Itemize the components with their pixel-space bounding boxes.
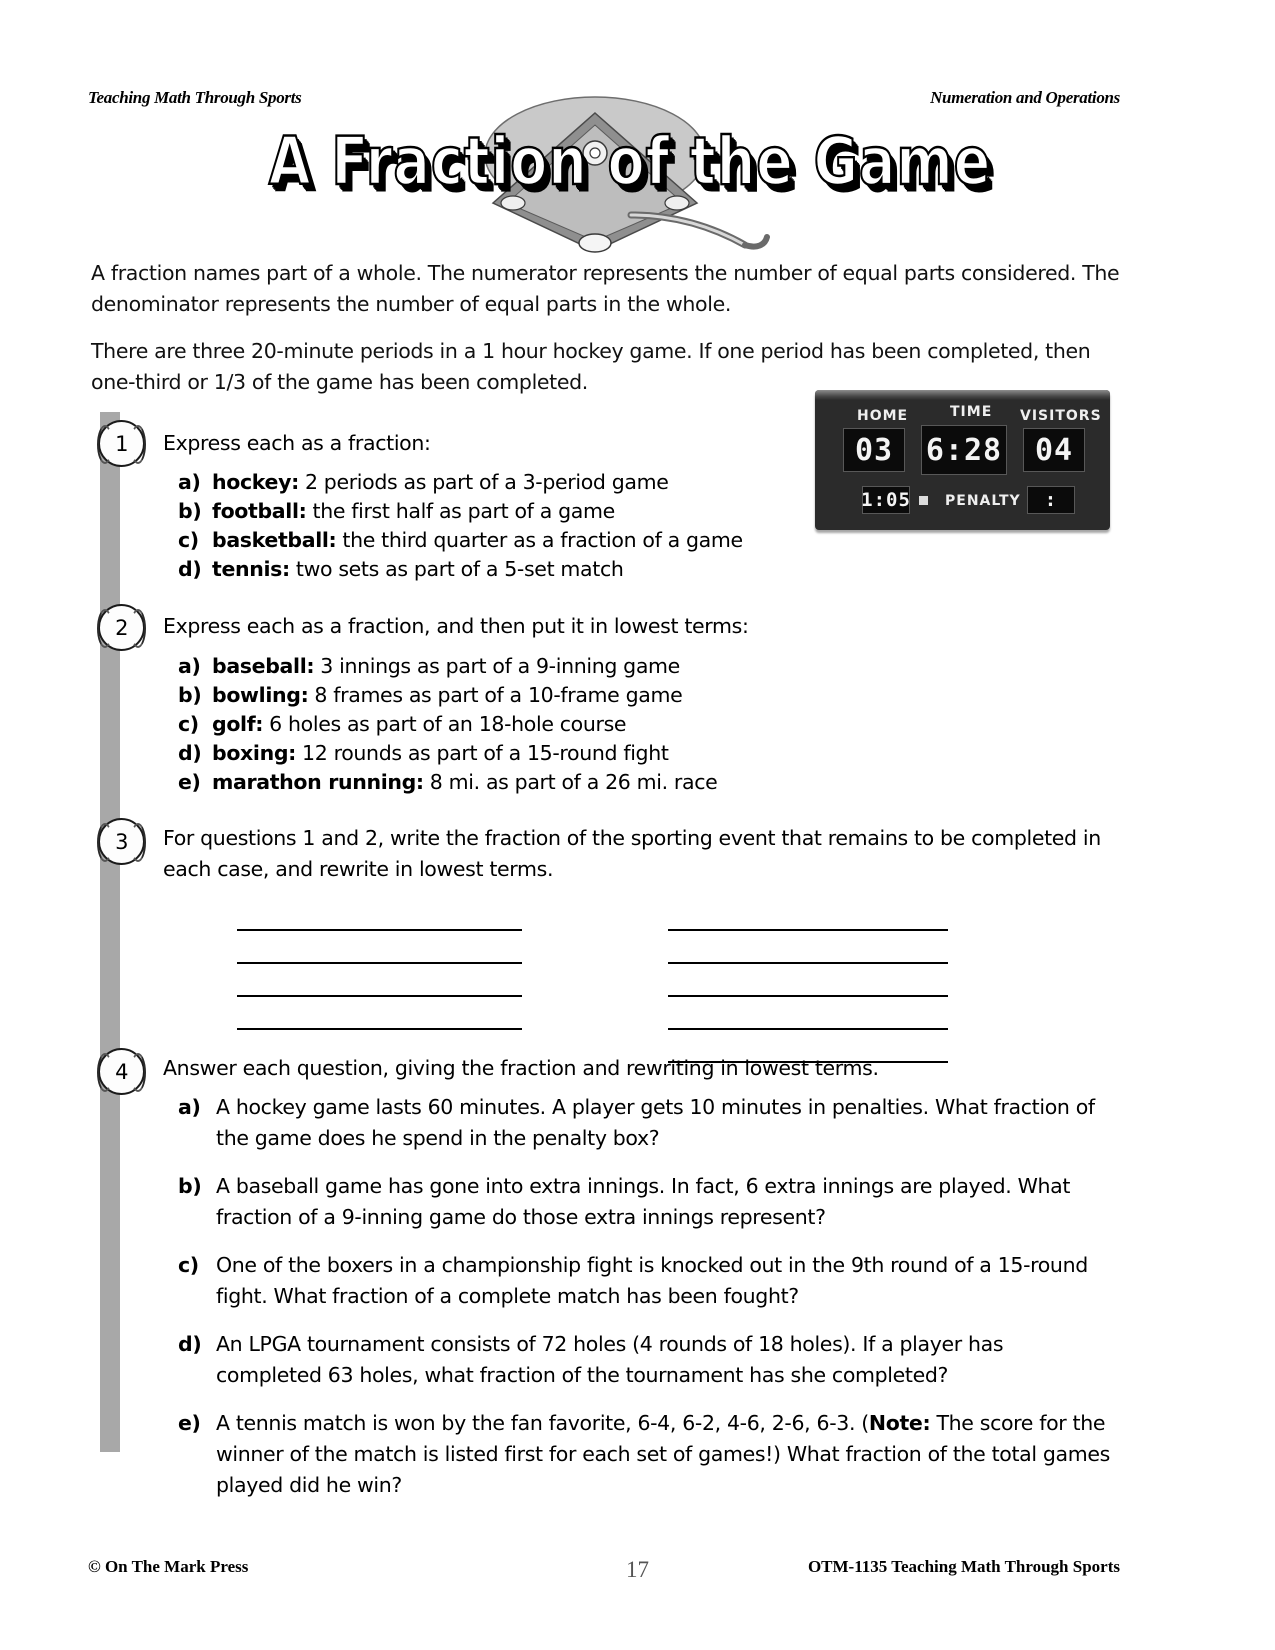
intro-paragraph-2: There are three 20-minute periods in a 1 hour hockey game. If one period has been completed, then one-third or 1/3 of the game has been completed.: [91, 339, 1091, 394]
item-label: d): [178, 741, 202, 765]
item-label: e): [178, 1411, 201, 1435]
item-sport: golf:: [212, 712, 264, 736]
list-item: [178, 652, 1108, 681]
question-2-stem: Express each as a fraction, and then put it in lowest terms:: [163, 614, 749, 638]
item-label: b): [178, 1174, 202, 1198]
item-text: 8 frames as part of a 10-frame game: [314, 683, 683, 707]
answer-line[interactable]: [237, 931, 522, 964]
question-number: 3: [115, 829, 128, 854]
item-label: d): [178, 1332, 202, 1356]
item-sport: basketball:: [212, 528, 337, 552]
item-sport: marathon running:: [212, 770, 424, 794]
scoreboard-penalty-right: :: [1027, 486, 1075, 514]
scoreboard-home-label: HOME: [857, 408, 909, 424]
question-number: 4: [115, 1059, 128, 1084]
list-item: [178, 526, 1108, 555]
intro-paragraph-1: A fraction names part of a whole. The numerator represents the number of equal parts considered. The denominator represents the number of equal parts in the whole.: [91, 261, 1120, 316]
item-text-after-note: The score for the winner of the match is listed first for each set of games!) What fraction of the total games played did he win?: [216, 1411, 1110, 1497]
list-item: [178, 1250, 1113, 1312]
list-item: [178, 555, 1108, 584]
item-sport: tennis:: [212, 557, 290, 581]
item-sport: baseball:: [212, 654, 315, 678]
list-item: [178, 468, 1108, 497]
scoreboard-penalty-label: PENALTY: [945, 493, 1021, 509]
scoreboard-gloss: [815, 390, 1110, 400]
item-label: b): [178, 683, 202, 707]
question-number: 1: [115, 431, 128, 456]
item-label: b): [178, 499, 202, 523]
list-item: [178, 1092, 1113, 1154]
list-item: [178, 710, 1108, 739]
item-text: 8 mi. as part of a 26 mi. race: [429, 770, 718, 794]
list-item: [178, 768, 1108, 797]
question-4-items: [178, 1092, 1113, 1518]
answer-line[interactable]: [668, 964, 948, 997]
scoreboard-visitors-label: VISITORS: [1020, 408, 1102, 424]
question-marker-1: [98, 420, 145, 467]
item-text: the third quarter as a fraction of a game: [342, 528, 743, 552]
answer-line[interactable]: [668, 898, 948, 931]
footer-page-number: 17: [626, 1557, 649, 1582]
list-item: [178, 1408, 1113, 1501]
question-1-items: [178, 468, 1108, 584]
item-sport: boxing:: [212, 741, 297, 765]
item-sport: hockey:: [212, 470, 299, 494]
item-sport: football:: [212, 499, 307, 523]
note-label: Note:: [868, 1411, 931, 1435]
scoreboard-time-label: TIME: [950, 404, 993, 420]
question-2-items: [178, 652, 1108, 797]
item-label: c): [178, 712, 199, 736]
list-item: [178, 681, 1108, 710]
list-item: [178, 497, 1108, 526]
title-block: [250, 95, 1010, 255]
running-head-right: Numeration and Operations: [930, 88, 1120, 107]
question-marker-2: [98, 604, 145, 651]
question-marker-4: [98, 1048, 145, 1095]
item-text: One of the boxers in a championship fight is knocked out in the 9th round of a 15-round fight. What fraction of a complete match has been fought?: [216, 1253, 1088, 1308]
item-text: A baseball game has gone into extra innings. In fact, 6 extra innings are played. What fraction of a 9-inning game do those extra innings represent?: [216, 1174, 1071, 1229]
item-text: 12 rounds as part of a 15-round fight: [302, 741, 669, 765]
item-text: An LPGA tournament consists of 72 holes (4 rounds of 18 holes). If a player has completed 63 holes, what fraction of the tournament has she completed?: [216, 1332, 1004, 1387]
list-item: [178, 1329, 1113, 1391]
list-item: [178, 739, 1108, 768]
item-text: two sets as part of a 5-set match: [295, 557, 624, 581]
answer-line[interactable]: [237, 997, 522, 1030]
item-sport: bowling:: [212, 683, 309, 707]
running-head-left: Teaching Math Through Sports: [88, 88, 302, 107]
footer-copyright: © On The Mark Press: [88, 1557, 249, 1576]
scoreboard-penalty-left: 1:05: [862, 486, 910, 514]
item-text-with-note: [216, 1408, 1113, 1501]
item-label: d): [178, 557, 202, 581]
item-label: a): [178, 470, 201, 494]
page-title: A Fraction of the Game: [268, 123, 992, 200]
answer-line[interactable]: [668, 931, 948, 964]
item-label: a): [178, 654, 201, 678]
item-label: c): [178, 528, 199, 552]
question-marker-3: [98, 818, 145, 865]
item-text-before-note: A tennis match is won by the fan favorite, 6-4, 6-2, 4-6, 2-6, 6-3. (: [216, 1411, 869, 1435]
item-label: e): [178, 770, 201, 794]
vertical-rule: [100, 412, 120, 1452]
scoreboard-time-value: 6:28: [921, 425, 1007, 475]
question-1-stem: Express each as a fraction:: [163, 431, 431, 455]
answer-line[interactable]: [237, 898, 522, 931]
item-text: 3 innings as part of a 9-inning game: [320, 654, 680, 678]
answer-lines-left-column: [237, 898, 522, 1030]
scoreboard-visitors-score: 04: [1023, 428, 1085, 472]
question-3-stem: For questions 1 and 2, write the fraction of the sporting event that remains to be completed in each case, and rewrite in lowest terms.: [163, 826, 1101, 881]
list-item: [178, 1171, 1113, 1233]
footer-product-code: OTM-1135 Teaching Math Through Sports: [807, 1557, 1120, 1576]
item-text: the first half as part of a game: [312, 499, 615, 523]
item-text: A hockey game lasts 60 minutes. A player gets 10 minutes in penalties. What fraction of the game does he spend in the penalty box?: [216, 1095, 1095, 1150]
scoreboard-home-score: 03: [843, 428, 905, 472]
answer-lines-right-column: [668, 898, 948, 1063]
item-text: 6 holes as part of an 18-hole course: [269, 712, 627, 736]
question-number: 2: [115, 615, 128, 640]
item-label: a): [178, 1095, 201, 1119]
item-label: c): [178, 1253, 199, 1277]
answer-line[interactable]: [237, 964, 522, 997]
item-text: 2 periods as part of a 3-period game: [304, 470, 669, 494]
question-4-stem: Answer each question, giving the fraction and rewriting in lowest terms.: [163, 1056, 879, 1080]
answer-line[interactable]: [668, 997, 948, 1030]
